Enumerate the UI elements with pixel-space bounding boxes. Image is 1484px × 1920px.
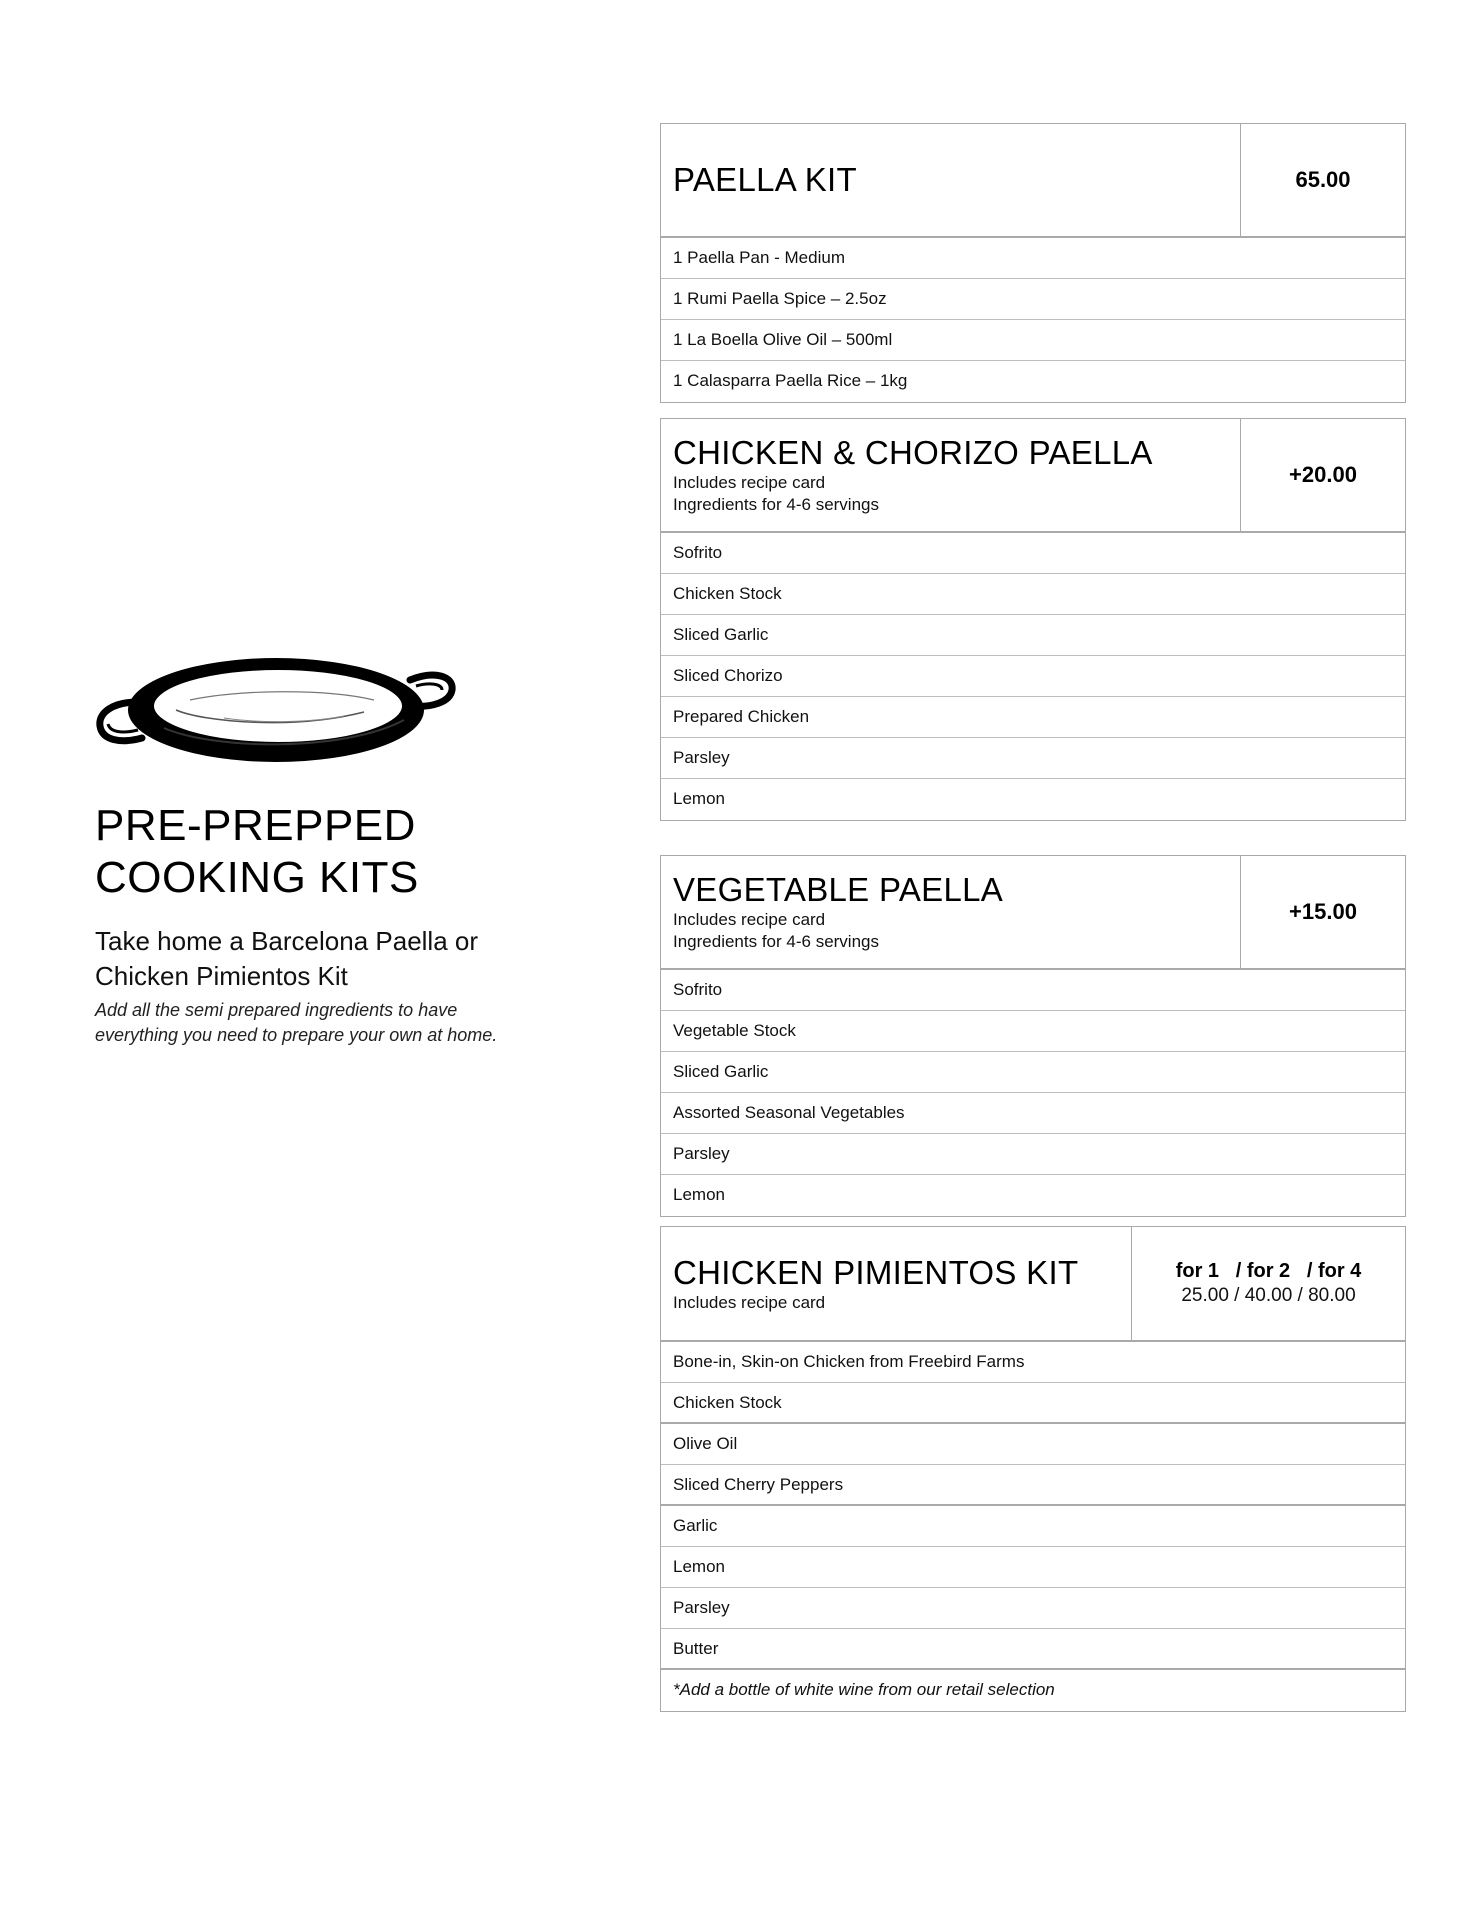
kit-items [661,970,1405,1216]
list-item: Prepared Chicken [661,697,1405,738]
price-tier-labels: for 1 / for 2 / for 4 [1175,1260,1362,1282]
kit-items [661,1342,1405,1711]
kit-chicken-pimientos [660,1226,1406,1712]
list-item: Lemon [673,1185,725,1204]
list-item: Olive Oil [661,1424,1405,1465]
kit-title-cell [661,124,1240,236]
intro-section [95,800,565,1048]
kit-items [661,533,1405,820]
kit-price-cell [1240,856,1405,968]
kit-chicken-chorizo [660,418,1406,821]
list-item: Bone-in, Skin-on Chicken from Freebird Farms [661,1342,1405,1383]
list-item: 1 Calasparra Paella Rice – 1kg [673,371,908,390]
kit-meta-recipe: Includes recipe card [673,473,826,492]
list-item: Sofrito [661,533,1405,574]
list-item: 1 Rumi Paella Spice – 2.5oz [661,279,1405,320]
kit-title: PAELLA KIT [673,161,857,198]
kit-footnote: *Add a bottle of white wine from our retail selection [673,1680,1055,1699]
list-item: Butter [661,1629,1405,1670]
list-item: Parsley [661,1588,1405,1629]
kit-price-cell [1240,124,1405,236]
page-heading [95,800,565,904]
kit-items [661,238,1405,402]
list-item: 1 Paella Pan - Medium [661,238,1405,279]
kit-header [661,419,1405,533]
kit-meta-recipe: Includes recipe card [673,1292,826,1312]
kit-price: +15.00 [1289,899,1357,924]
list-item: Lemon [661,1547,1405,1588]
kit-title-cell [661,1227,1131,1340]
kit-price: 65.00 [1295,167,1351,192]
kit-title: CHICKEN & CHORIZO PAELLA [673,434,1153,471]
intro-subtitle [95,924,565,994]
list-item: Assorted Seasonal Vegetables [661,1093,1405,1134]
kit-title-cell [661,419,1240,531]
paella-pan-icon [94,640,456,775]
list-item: Sliced Cherry Peppers [661,1465,1405,1506]
list-item: Parsley [661,1134,1405,1175]
note-line-1: Add all the semi prepared ingredients to have [95,1000,458,1020]
list-item: Lemon [673,789,725,808]
list-item: Vegetable Stock [661,1011,1405,1052]
list-item: Garlic [661,1506,1405,1547]
kit-meta-servings: Ingredients for 4-6 servings [673,495,879,514]
note-line-2: everything you need to prepare your own at home. [95,1025,498,1045]
kit-header [661,124,1405,238]
kit-title: CHICKEN PIMIENTOS KIT [673,1253,1079,1291]
kit-header [661,856,1405,970]
kit-paella [660,123,1406,403]
kit-vegetable [660,855,1406,1217]
subtitle-line-1: Take home a Barcelona Paella or [95,926,479,956]
kit-meta-recipe: Includes recipe card [673,910,826,929]
list-item: Sliced Garlic [661,615,1405,656]
list-item: Sofrito [661,970,1405,1011]
list-item: Chicken Stock [661,1383,1405,1424]
kit-meta-servings: Ingredients for 4-6 servings [673,932,879,951]
intro-note [95,998,565,1048]
kit-price-cell [1240,419,1405,531]
subtitle-line-2: Chicken Pimientos Kit [95,961,348,991]
kit-title: VEGETABLE PAELLA [673,871,1004,908]
list-item: Chicken Stock [661,574,1405,615]
heading-line-1: PRE-PREPPED [95,801,416,850]
list-item: Sliced Garlic [661,1052,1405,1093]
list-item: Parsley [661,738,1405,779]
list-item: Sliced Chorizo [661,656,1405,697]
list-item: 1 La Boella Olive Oil – 500ml [661,320,1405,361]
price-tier-values: 25.00 / 40.00 / 80.00 [1181,1285,1356,1306]
kit-header [661,1227,1405,1342]
kit-title-cell [661,856,1240,968]
kit-price: +20.00 [1289,462,1357,487]
heading-line-2: COOKING KITS [95,853,419,902]
kit-price-cell [1131,1227,1405,1340]
